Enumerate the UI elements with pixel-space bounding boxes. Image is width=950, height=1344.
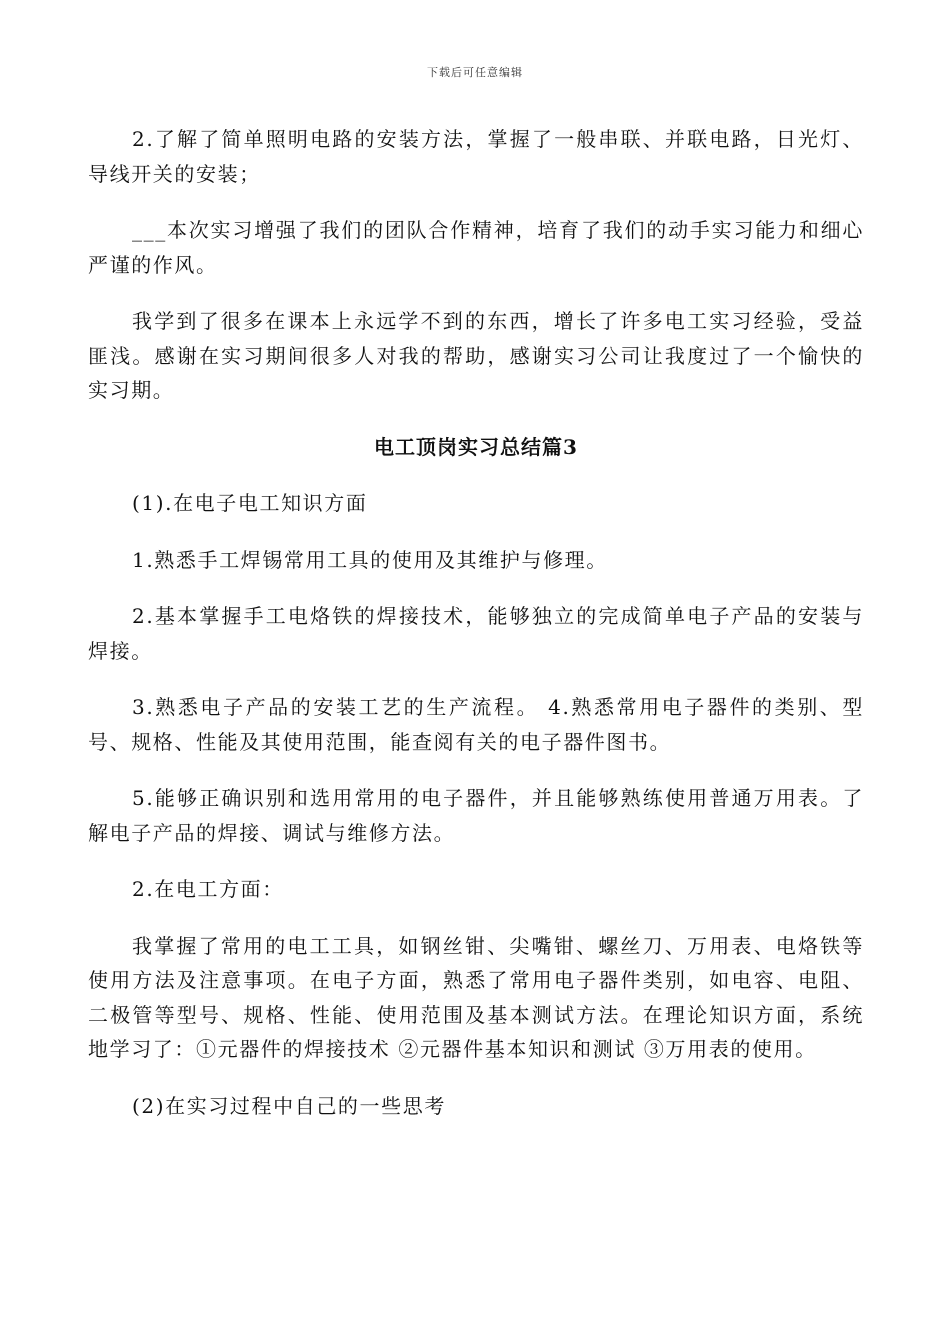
paragraph: 2.了解了简单照明电路的安装方法，掌握了一般串联、并联电路，日光灯、导线开关的安装； — [88, 127, 864, 186]
paragraph: 5.能够正确识别和选用常用的电子器件，并且能够熟练使用普通万用表。了解电子产品的焊接、调试与维修方法。 — [88, 786, 864, 845]
paragraph: 我学到了很多在课本上永远学不到的东西，增长了许多电工实习经验，受益匪浅。感谢在实习期间很多人对我的帮助，感谢实习公司让我度过了一个愉快的实习期。 — [88, 309, 864, 402]
section-title: 电工顶岗实习总结篇3 — [374, 434, 578, 459]
paragraph: 2.基本掌握手工电烙铁的焊接技术，能够独立的完成简单电子产品的安装与焊接。 — [88, 604, 864, 663]
paragraph: 2.在电工方面： — [132, 877, 284, 901]
paragraph: (2)在实习过程中自己的一些思考 — [132, 1093, 446, 1118]
paragraph: 3.熟悉电子产品的安装工艺的生产流程。 4.熟悉常用电子器件的类别、型号、规格、性能及其使用范围，能查阅有关的电子器件图书。 — [88, 695, 864, 754]
page-header: 下载后可任意编辑 — [427, 66, 523, 79]
document-body — [88, 122, 864, 1145]
paragraph: 1.熟悉手工焊锡常用工具的使用及其维护与修理。 — [132, 547, 608, 572]
paragraph: (1).在电子电工知识方面 — [132, 491, 368, 515]
paragraph: 我掌握了常用的电工工具，如钢丝钳、尖嘴钳、螺丝刀、万用表、电烙铁等使用方法及注意事项。在电子方面，熟悉了常用电子器件类别，如电容、电阻、二极管等型号、规格、性能、使用范围及基本测试方法。在理论知识方面，系统地学习了：①元器件的焊接技术 ②元器件基本知识和测试 ③万用表的使用。 — [88, 933, 864, 1061]
paragraph: ___本次实习增强了我们的团队合作精神，培育了我们的动手实习能力和细心严谨的作风。 — [88, 218, 864, 277]
